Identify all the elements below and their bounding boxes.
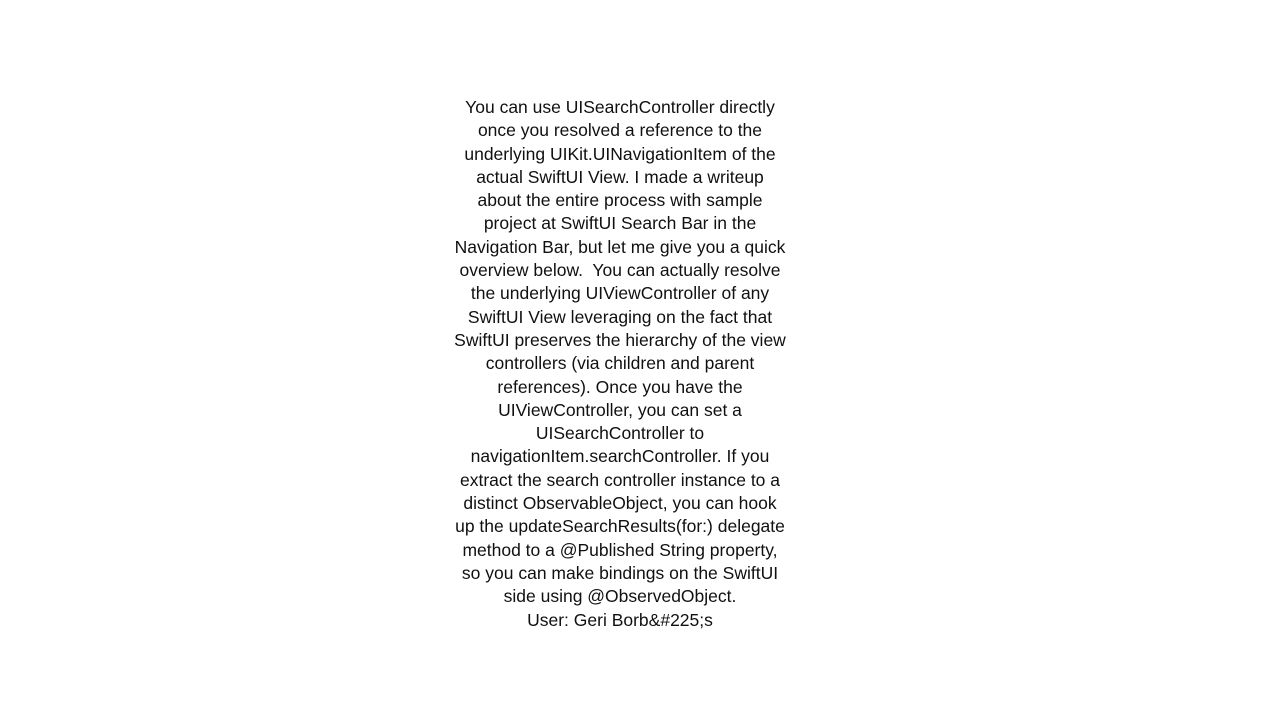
answer-body-text: You can use UISearchController directly once you resolved a reference to the underlying UIKit.UINavigationItem of the actual SwiftUI View. I made a writeup about the entire process with sample project at SwiftUI Search Bar in the Navigation Bar, but let me give you a quick overview below. You can actually resolve the underlying UIViewController of any SwiftUI View leveraging on the fact that SwiftUI preserves the hierarchy of the view controllers (via children and parent references). Once you have the UIViewController, you can set a UISearchController to navigationItem.searchController. If you extract the search controller instance to a distinct ObservableObject, you can hook up the updateSearchResults(for:) delegate method to a @Published String property, so you can make bindings on the SwiftUI side using @ObservedObject. (454, 97, 791, 607)
answer-block (452, 96, 791, 632)
answer-user-attribution: User: Geri Borb&#225;s (527, 609, 713, 630)
